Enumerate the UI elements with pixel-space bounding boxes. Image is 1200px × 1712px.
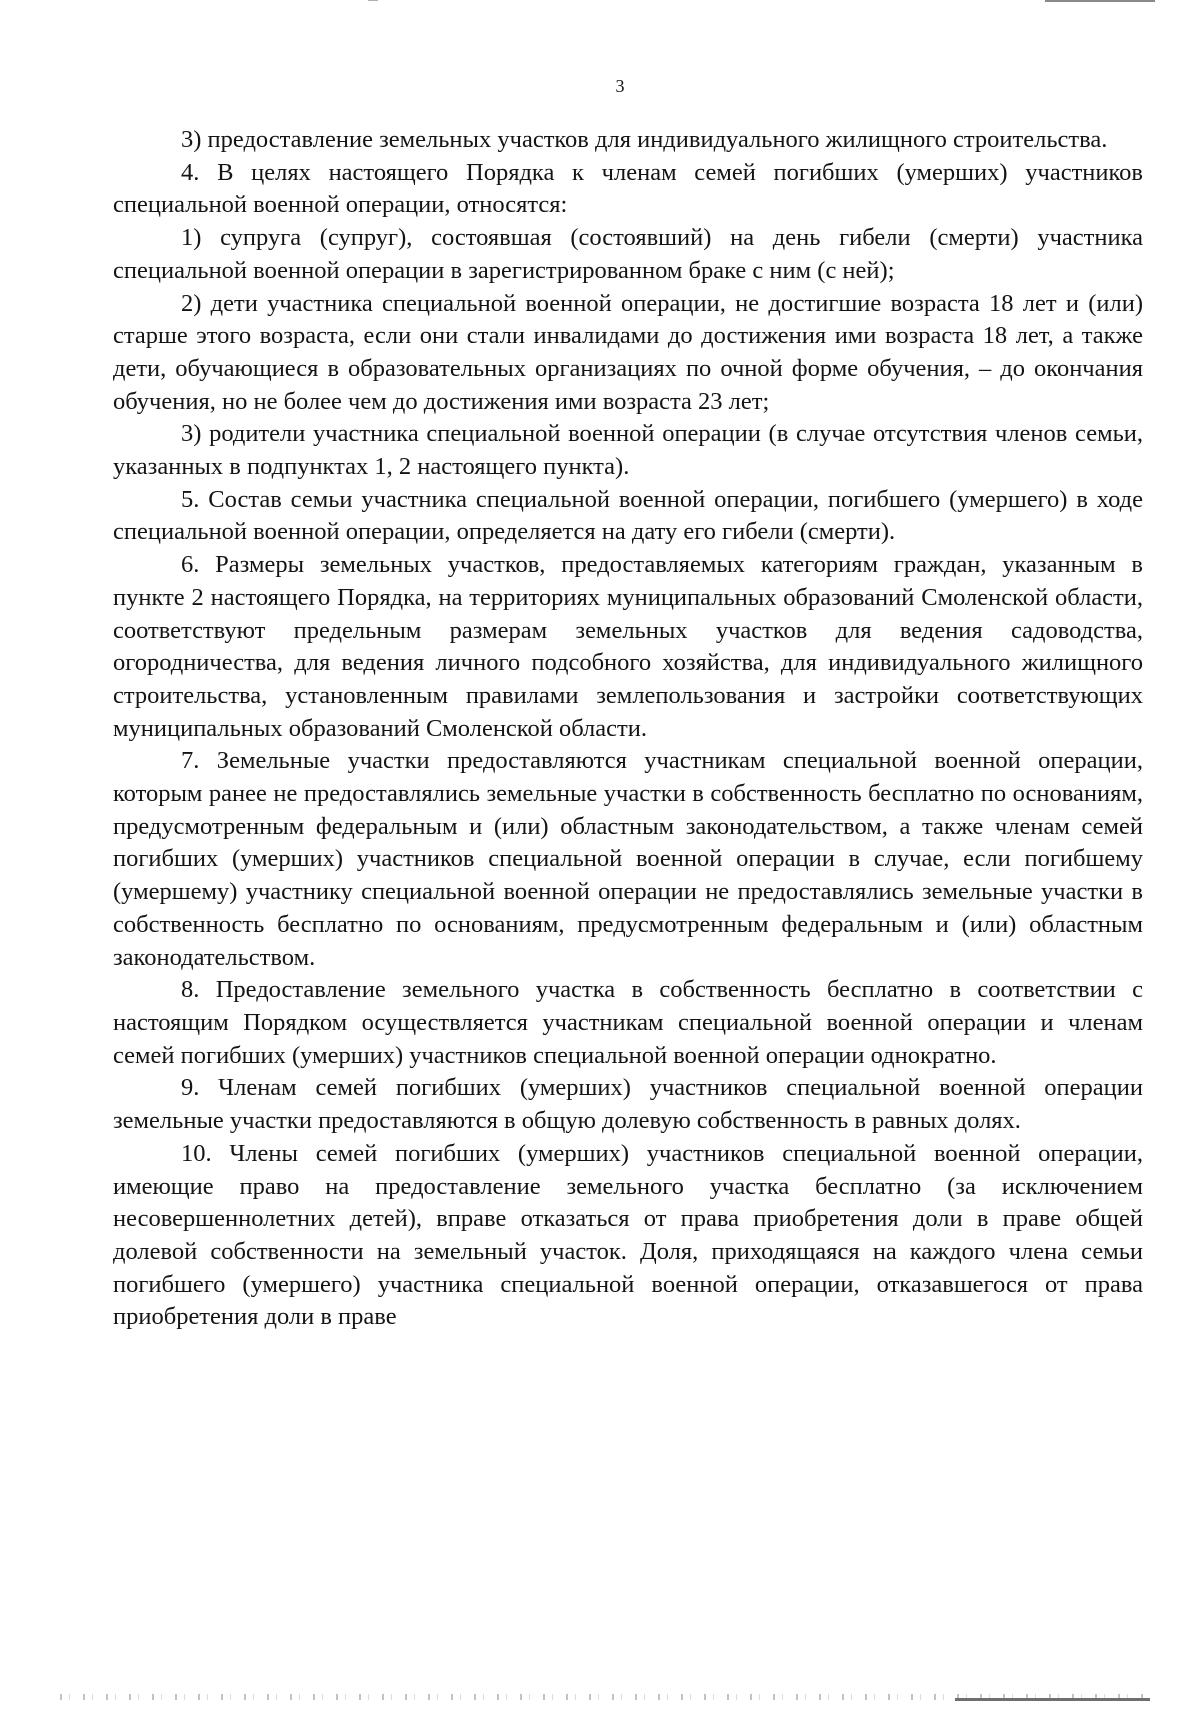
paragraph-item-8: 8. Предоставление земельного участка в собственность бесплатно в соответствии с настоящим Порядком осуществляется участникам специальной военной операции и членам семей погибших (умерших) участников специальной военной операции однократно.	[113, 976, 1143, 1069]
paragraph-item-4: 4. В целях настоящего Порядка к членам семей погибших (умерших) участников специальной военной операции, относятся:	[113, 158, 1143, 219]
scan-artifact	[955, 1698, 1150, 1701]
paragraph-item-6: 6. Размеры земельных участков, предоставляемых категориям граждан, указанным в пункте 2 настоящего Порядка, на территориях муниципальных образований Смоленской области, соответствуют предельным размерам земельных участков для ведения садоводства, огородничества, для ведения личного подсобного хозяйства, для индивидуального жилищного строительства, установленным правилами землепользования и застройки соответствующих муниципальных образований Смоленской области.	[113, 551, 1143, 742]
paragraph-item-9: 9. Членам семей погибших (умерших) участников специальной военной операции земельные участки предоставляются в общую долевую собственность в равных долях.	[113, 1074, 1143, 1135]
paragraph-subitem-2-children: 2) дети участника специальной военной операции, не достигшие возраста 18 лет и (или) старше этого возраста, если они стали инвалидами до достижения ими возраста 18 лет, а также дети, обучающиеся в образовательных организациях по очной форме обучения, – до окончания обучения, но не более чем до достижения ими возраста 23 лет;	[113, 289, 1143, 415]
paragraph-item-5: 5. Состав семьи участника специальной военной операции, погибшего (умершего) в ходе специальной военной операции, определяется на дату его гибели (смерти).	[113, 485, 1143, 546]
paragraph-subitem-1-spouse: 1) супруга (супруг), состоявшая (состоявший) на день гибели (смерти) участника специальной военной операции в зарегистрированном браке с ним (с ней);	[113, 224, 1143, 284]
paragraph-item-7: 7. Земельные участки предоставляются участникам специальной военной операции, которым ранее не предоставлялись земельные участки в собственность бесплатно по основаниям, предусмотренным федеральным и (или) областным законодательством, а также членам семей погибших (умерших) участников специальной военной операции в случае, если погибшему (умершему) участнику специальной военной операции не предоставлялись земельные участки в собственность бесплатно по основаниям, предусмотренным федеральным и (или) областным законодательством.	[113, 747, 1143, 971]
paragraph-subitem-3-housing: 3) предоставление земельных участков для индивидуального жилищного строительства.	[181, 126, 1108, 153]
scan-artifact	[368, 0, 378, 1]
page-number: 3	[615, 76, 625, 96]
scan-artifact	[1045, 0, 1155, 2]
paragraph-item-10: 10. Члены семей погибших (умерших) участников специальной военной операции, имеющие право на предоставление земельного участка бесплатно (за исключением несовершеннолетних детей), вправе отказаться от права приобретения доли в праве общей долевой собственности на земельный участок. Доля, приходящаяся на каждого члена семьи погибшего (умершего) участника специальной военной операции, отказавшегося от права приобретения доли в праве	[113, 1139, 1143, 1331]
paragraph-subitem-3-parents: 3) родители участника специальной военной операции (в случае отсутствия членов семьи, указанных в подпунктах 1, 2 настоящего пункта).	[113, 420, 1143, 481]
document-body	[113, 124, 1143, 1334]
